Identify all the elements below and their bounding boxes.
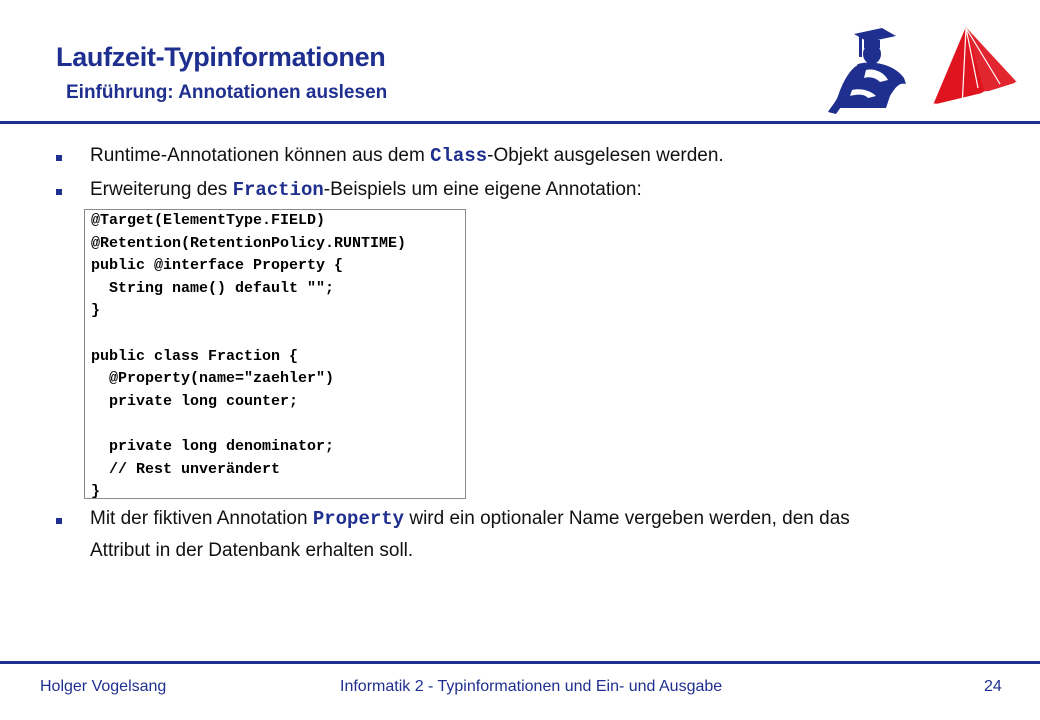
code-line: @Target(ElementType.FIELD) (91, 212, 326, 229)
code-line: @Property(name="zaehler") (91, 370, 335, 388)
bullet-text-3-pre: Mit der fiktiven Annotation (90, 508, 313, 529)
code-line: @Retention(RetentionPolicy.RUNTIME) (91, 234, 407, 252)
code-line: private long counter; (91, 392, 299, 410)
bullet-text-3 (90, 508, 850, 530)
slide-title: Laufzeit-Typinformationen (56, 42, 386, 72)
footer-page-number: 24 (984, 678, 1002, 695)
code-line: private long denominator; (91, 437, 335, 455)
bullet-text-3-post: wird ein optionaler Name vergeben werden, den das (404, 508, 850, 529)
bullet-marker (56, 155, 62, 161)
bullet-code-class: Class (430, 145, 488, 167)
code-line: } (91, 483, 101, 501)
graduate-figure-icon (824, 24, 914, 121)
code-line: String name() default ""; (91, 279, 335, 297)
code-line: // Rest unverändert (91, 460, 281, 478)
bullet-marker (56, 189, 62, 195)
footer-divider (0, 661, 1040, 664)
footer-course: Informatik 2 - Typinformationen und Ein- und Ausgabe (340, 678, 723, 695)
code-listing (84, 209, 466, 499)
code-line: public class Fraction { (91, 347, 299, 365)
bullet-text-2-post: -Beispiels um eine eigene Annotation: (323, 179, 642, 200)
code-line: } (91, 302, 101, 320)
bullet-text-1 (90, 145, 724, 167)
slide-subtitle: Einführung: Annotationen auslesen (66, 82, 388, 103)
bullet-text-3-line2: Attribut in der Datenbank erhalten soll. (90, 540, 414, 561)
bullet-text-2-pre: Erweiterung des (90, 179, 233, 200)
bullet-text-1-pre: Runtime-Annotationen können aus dem (90, 145, 431, 166)
bullet-text-1-post: -Objekt ausgelesen werden. (487, 145, 724, 166)
bullet-code-property: Property (312, 508, 405, 530)
code-block (91, 210, 465, 504)
red-tetrahedron-icon (926, 24, 1022, 121)
bullet-marker (56, 518, 62, 524)
header-divider (0, 121, 1040, 124)
code-line: public @interface Property { (91, 257, 344, 275)
footer-author: Holger Vogelsang (40, 678, 167, 695)
bullet-code-fraction: Fraction (232, 179, 324, 201)
bullet-text-2 (90, 179, 642, 201)
